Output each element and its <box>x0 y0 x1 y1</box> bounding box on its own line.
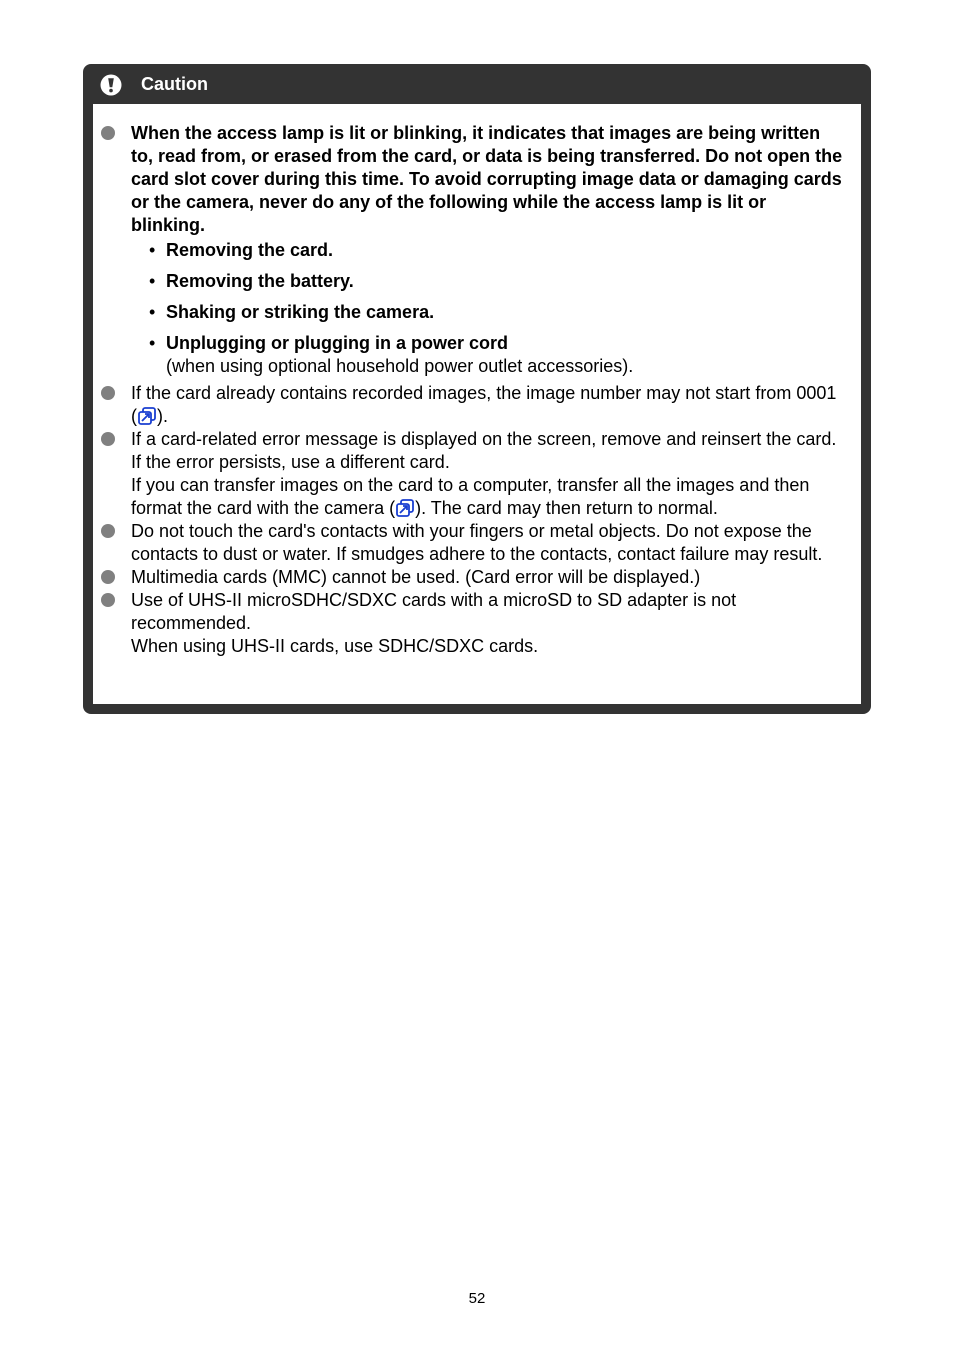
page-link-icon[interactable] <box>138 407 156 425</box>
sub-list-item-text: Unplugging or plugging in a power cord <box>166 333 508 353</box>
caution-item-text: If the card already contains recorded images, the image number may not start from 0001 ( <box>131 383 837 426</box>
caution-item <box>93 428 861 520</box>
caution-item-text: ). The card may then return to normal. <box>415 498 718 518</box>
bullet-dot <box>101 386 115 400</box>
bullet-dot <box>101 126 115 140</box>
bullet-dot <box>101 570 115 584</box>
caution-item <box>93 520 861 566</box>
caution-item <box>93 122 861 378</box>
caution-header <box>83 64 871 104</box>
bullet-dot <box>101 432 115 446</box>
sub-list <box>131 239 843 378</box>
bullet-dot <box>101 593 115 607</box>
caution-item-text: If a card-related error message is displayed on the screen, remove and reinsert the card. If the error persists, use a different card. <box>131 429 837 472</box>
caution-item <box>93 566 861 589</box>
sub-list-item-text: Removing the battery. <box>166 271 354 291</box>
caution-item-text: Multimedia cards (MMC) cannot be used. (Card error will be displayed.) <box>131 567 701 587</box>
caution-title: Caution <box>141 74 208 94</box>
sub-list-item: • Removing the card. <box>149 240 334 260</box>
sub-list-item: • Shaking or striking the camera. <box>149 302 435 322</box>
caution-item-text: When the access lamp is lit or blinking, it indicates that images are being written to, read from, or erased from the card, or data is being transferred. Do not open the card slot cover during this time. To avoid corrupting image data or damaging cards or the camera, never do any of the following while the access lamp is lit or blinking. <box>131 123 843 235</box>
page-number: 52 <box>468 1290 486 1307</box>
caution-item-text: Do not touch the card's contacts with your fingers or metal objects. Do not expose the contacts to dust or water. If smudges adhere to the contacts, contact failure may result. <box>131 521 823 564</box>
caution-item <box>93 382 861 428</box>
caution-exclamation-icon <box>100 74 122 96</box>
page-link-icon[interactable] <box>396 499 414 517</box>
caution-box <box>83 64 871 714</box>
caution-body <box>93 104 861 704</box>
sub-list-item: • Removing the battery. <box>149 271 354 291</box>
caution-item-text: Use of UHS-II microSDHC/SDXC cards with a microSD to SD adapter is not recommended. <box>131 590 737 633</box>
caution-item-text: ). <box>157 406 168 426</box>
caution-item-text: When using UHS-II cards, use SDHC/SDXC cards. <box>131 636 539 656</box>
caution-item-text: If you can transfer images on the card to a computer, transfer all the images and then format the card with the camera ( <box>131 475 810 518</box>
sub-list-item: • Unplugging or plugging in a power cord (when using optional household power outlet accessories). <box>131 332 843 378</box>
sub-list-item-text: Shaking or striking the camera. <box>166 302 435 322</box>
sub-list-item-text: Removing the card. <box>166 240 334 260</box>
sub-list-item-note: (when using optional household power outlet accessories). <box>166 356 634 376</box>
caution-item <box>93 589 861 658</box>
bullet-dot <box>101 524 115 538</box>
